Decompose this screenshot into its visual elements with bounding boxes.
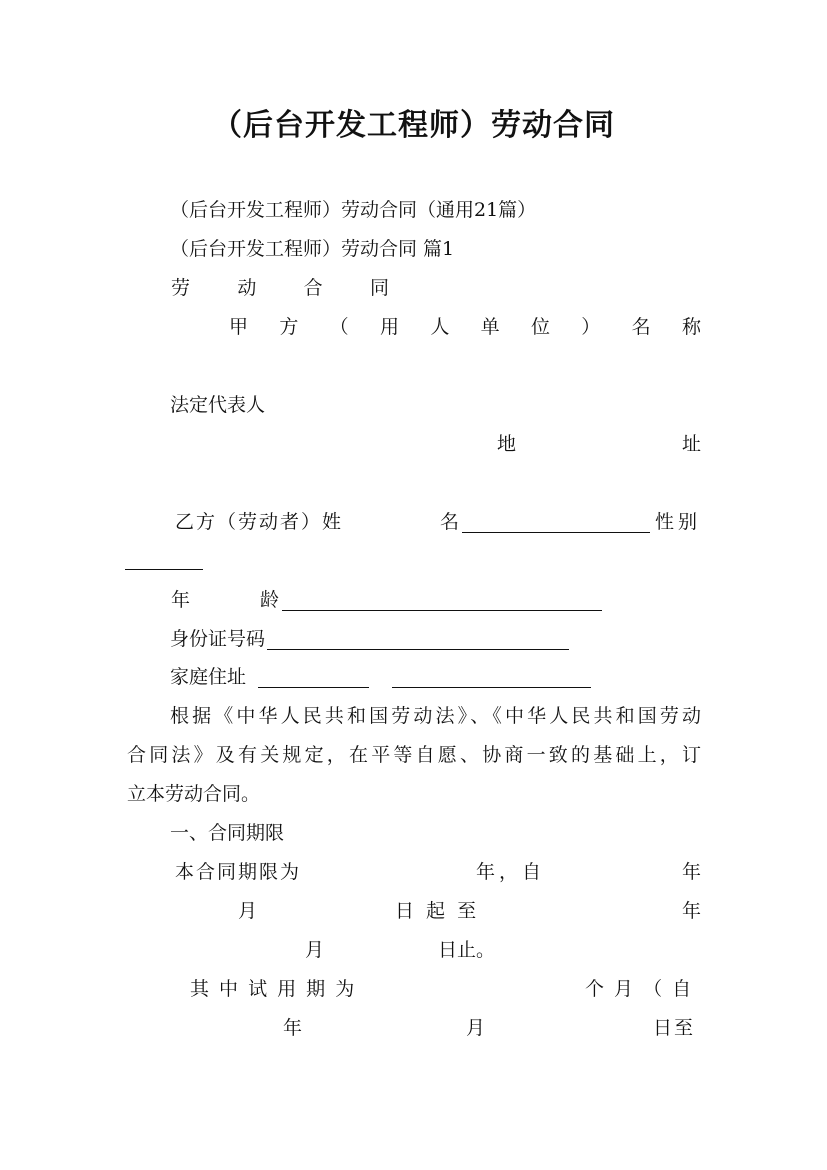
heading-char: 动 — [237, 277, 257, 299]
contract-heading — [171, 276, 389, 300]
party-b-name-label: 乙方（劳动者）姓 — [175, 511, 344, 533]
label-char: 名 — [631, 316, 651, 338]
label-char: ） — [581, 316, 601, 338]
document-subtitle: （后台开发工程师）劳动合同（通用21篇） — [170, 199, 537, 221]
age-blank — [282, 590, 602, 611]
term-text: 年 — [682, 900, 702, 922]
legal-representative-label: 法定代表人 — [170, 394, 266, 416]
label-char: 称 — [681, 316, 701, 338]
document-title: （后台开发工程师）劳动合同 — [212, 108, 615, 143]
id-number-label: 身份证号码 — [170, 628, 266, 650]
heading-char: 同 — [369, 277, 389, 299]
probation-text: 月 — [466, 1017, 486, 1039]
term-text: 月 — [305, 939, 325, 961]
label-char: 人 — [430, 316, 450, 338]
home-address-blank-1 — [258, 667, 369, 688]
probation-text: 日至 — [653, 1017, 696, 1039]
gender-label: 性别 — [655, 511, 702, 533]
preamble-line: 合同法》及有关规定，在平等自愿、协商一致的基础上，订 — [127, 744, 701, 766]
term-text: 日止。 — [438, 939, 496, 961]
home-address-label: 家庭住址 — [170, 666, 247, 688]
party-b-name-label-suffix: 名 — [440, 511, 460, 533]
home-address-blank-2 — [392, 667, 591, 688]
probation-text: 个 月 （ 自 — [585, 978, 694, 1000]
term-text: 月 — [238, 900, 258, 922]
term-text: 本合同期限为 — [175, 861, 302, 883]
heading-char: 合 — [303, 277, 323, 299]
probation-text: 年 — [283, 1017, 303, 1039]
preamble-line: 立本劳动合同。 — [127, 783, 261, 805]
name-blank — [462, 512, 650, 533]
term-text: 日 起 至 — [395, 900, 480, 922]
label-char: 甲 — [229, 316, 249, 338]
age-label-char: 龄 — [260, 589, 280, 611]
gender-blank — [125, 549, 203, 570]
label-char: 方 — [279, 316, 299, 338]
heading-char: 劳 — [171, 277, 191, 299]
preamble-line: 根据《中华人民共和国劳动法》、《中华人民共和国劳动 — [170, 705, 701, 727]
address-label — [497, 432, 701, 456]
label-char: 单 — [480, 316, 500, 338]
label-char: （ — [329, 316, 349, 338]
label-char: 址 — [681, 433, 701, 455]
age-label-char: 年 — [171, 589, 191, 611]
term-text: 年 — [682, 861, 702, 883]
section-label: （后台开发工程师）劳动合同 篇1 — [170, 238, 455, 260]
party-a-name-label — [229, 315, 701, 339]
probation-text: 其 中 试 用 期 为 — [190, 978, 357, 1000]
label-char: 用 — [379, 316, 399, 338]
id-number-blank — [267, 629, 569, 650]
label-char: 地 — [497, 433, 517, 455]
term-heading: 一、合同期限 — [170, 822, 285, 844]
label-char: 位 — [530, 316, 550, 338]
term-text: 年，自 — [476, 861, 546, 883]
